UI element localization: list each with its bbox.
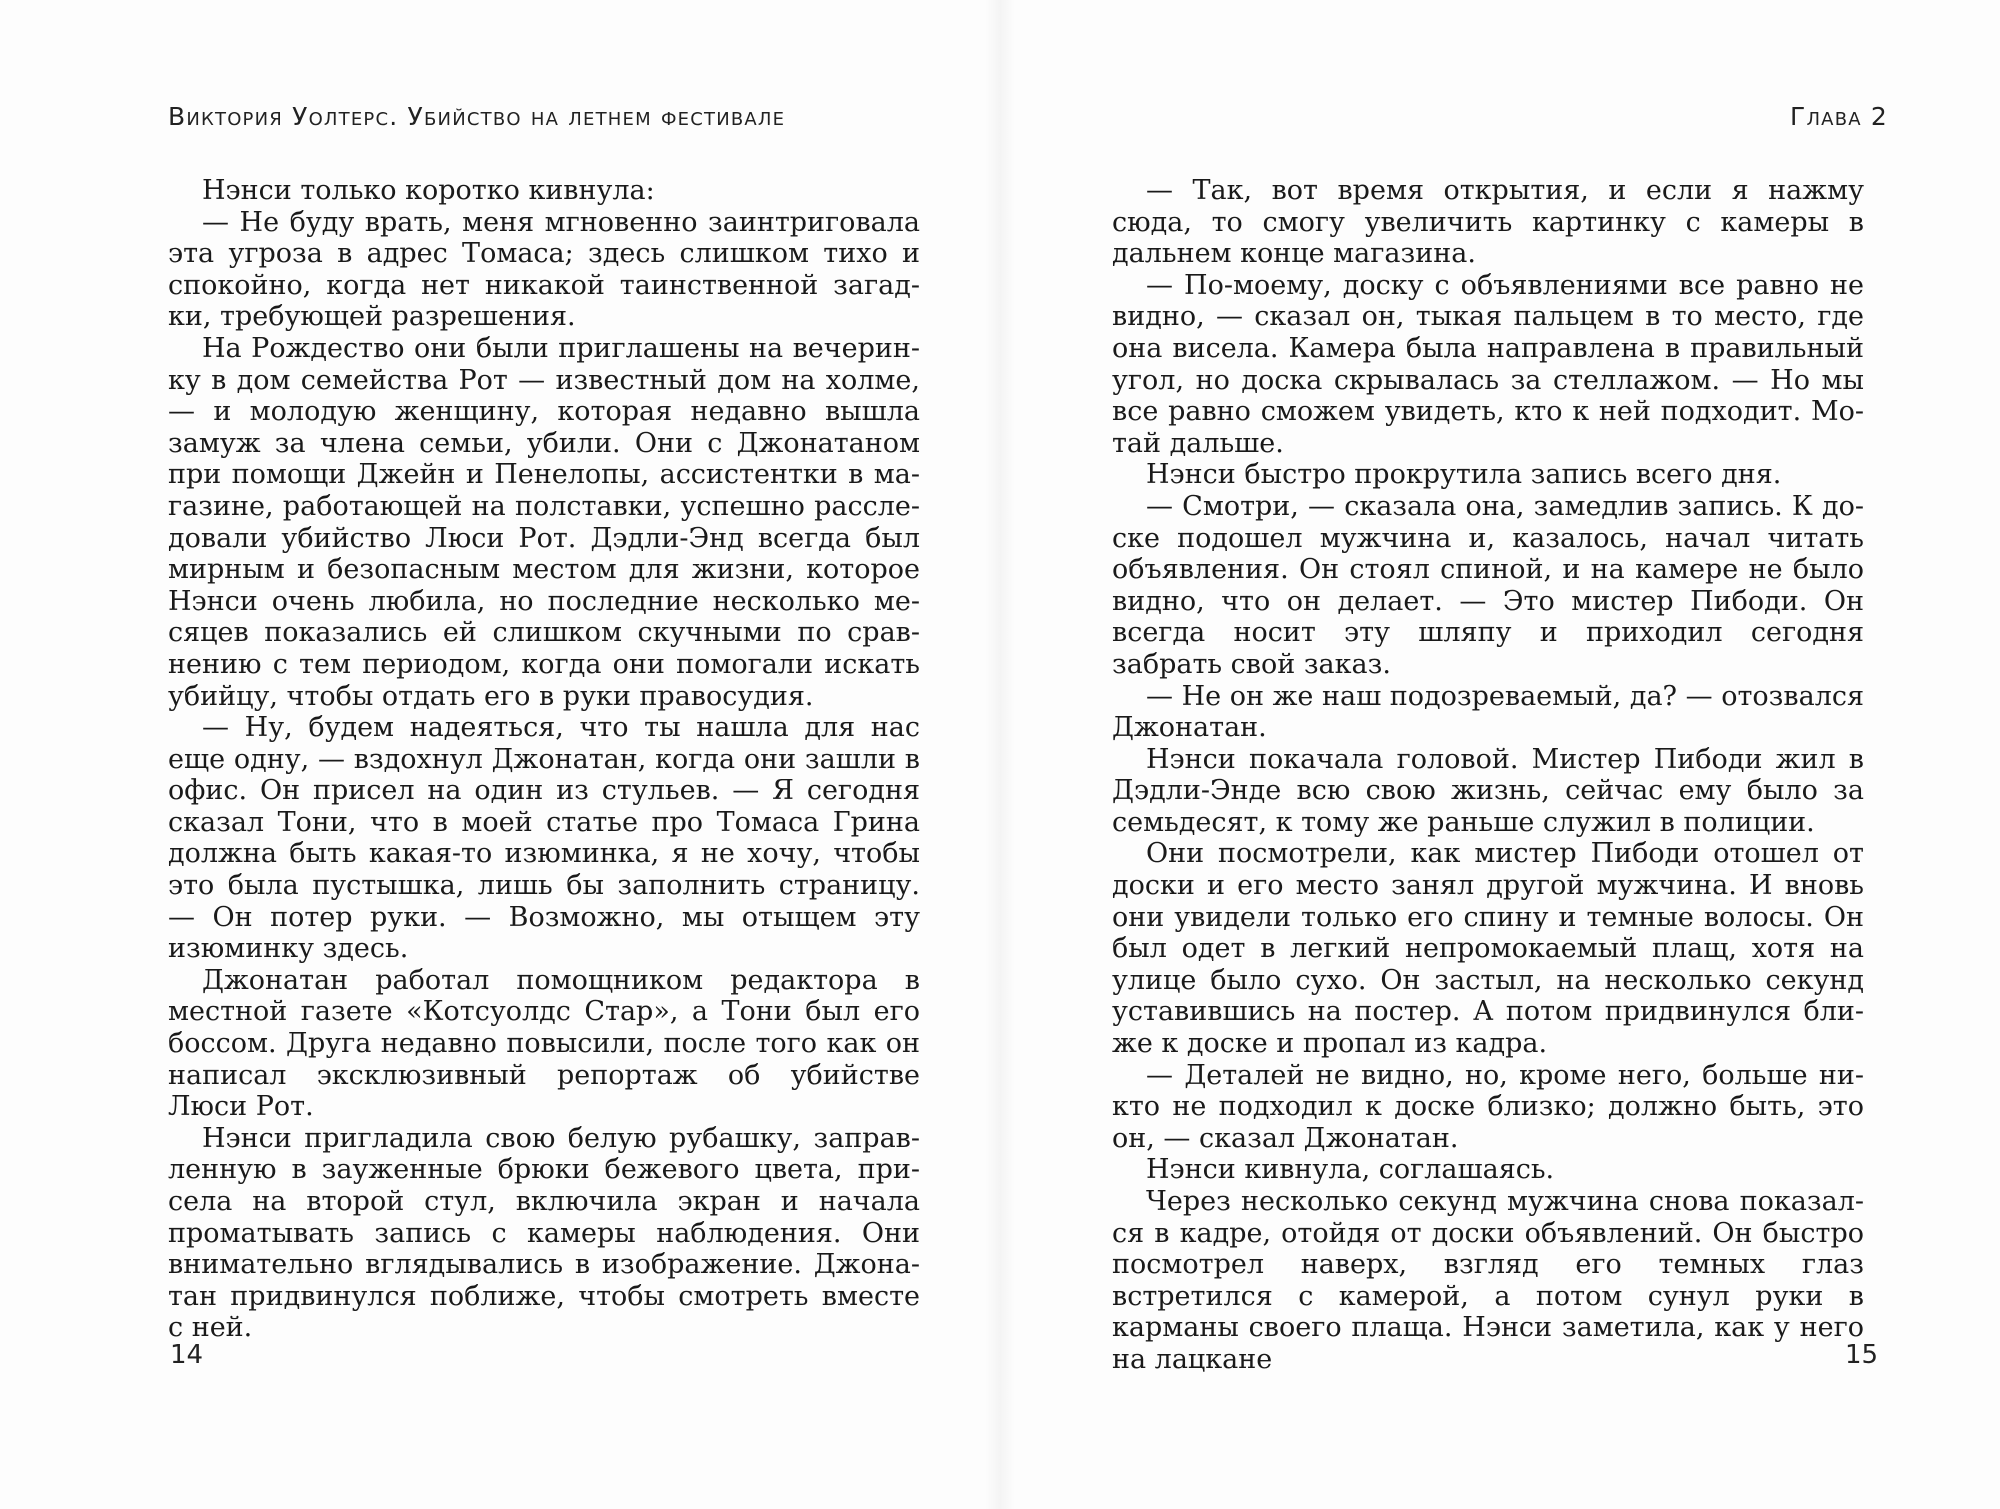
page-number-right: 15: [1845, 1340, 1879, 1370]
paragraph: Нэнси только коротко кивнула:: [202, 175, 655, 206]
running-head-left: Виктория Уолтерс. Убийство на летнем фестивале: [168, 102, 786, 131]
paragraph: — По-моему, доску с объявлениями все равно не видно, — сказал он, тыкая пальцем в то место, где она висела. Камера была направлена в правильный угол, но доска скрывалась за стеллажом. — Но мы все равно сможем увидеть, кто к ней подходит. Мотай дальше.: [1112, 269, 1864, 459]
paragraph: — Деталей не видно, но, кроме него, больше никто не подходил к доске близко; должно быть, это он, — сказал Джонатан.: [1112, 1059, 1864, 1154]
right-page-body: [1112, 175, 1864, 1376]
paragraph: — Не он же наш подозреваемый, да? — отозвался Джонатан.: [1112, 680, 1864, 744]
paragraph: На Рождество они были приглашены на вечеринку в дом семейства Рот — известный дом на холме, — и молодую женщину, которая недавно вышла замуж за члена семьи, убили. Они с Джонатаном при помощи Джейн и Пенелопы, ассистентки в магазине, работающей на полставки, успешно расследовали убийство Люси Рот. Дэдли-Энд всегда был мирным и безопасным местом для жизни, которое Нэнси очень любила, но последние несколько месяцев показались ей слишком скучными по сравнению с тем периодом, когда они помогали искать убийцу, чтобы отдать его в руки правосудия.: [168, 332, 920, 712]
paragraph: Через несколько секунд мужчина снова показался в кадре, отойдя от доски объявлений. Он быстро посмотрел наверх, взгляд его темных глаз встретился с камерой, а потом сунул руки в карманы своего плаща. Нэнси заметила, как у него на лацкане: [1112, 1186, 1864, 1375]
paragraph: Они посмотрели, как мистер Пибоди отошел от доски и его место занял другой мужчина. И вновь они увидели только его спину и темные волосы. Он был одет в легкий непромокаемый плащ, хотя на улице было сухо. Он застыл, на несколько секунд уставившись на постер. А потом придвинулся ближе к доске и пропал из кадра.: [1112, 838, 1864, 1060]
running-head-right: Глава 2: [1790, 102, 1889, 131]
paragraph: Нэнси кивнула, соглашаясь.: [1146, 1154, 1555, 1186]
paragraph: — Не буду врать, меня мгновенно заинтриговала эта угроза в адрес Томаса; здесь слишком тихо и спокойно, когда нет никакой таинственной загадки, требующей разрешения.: [168, 206, 920, 333]
left-page-body: [168, 175, 920, 1344]
paragraph: — Так, вот время открытия, и если я нажму сюда, то смогу увеличить картинку с камеры в дальнем конце магазина.: [1112, 175, 1864, 270]
paragraph: Нэнси покачала головой. Мистер Пибоди жил в Дэдли-Энде всю свою жизнь, сейчас ему было за семьдесят, к тому же раньше служил в полиции.: [1112, 743, 1864, 838]
page-number-left: 14: [170, 1340, 204, 1370]
paragraph: Джонатан работал помощником редактора в местной газете «Котсуолдс Стар», а Тони был его боссом. Друга недавно повысили, после того как он написал эксклюзивный репортаж об убийстве Люси Рот.: [168, 964, 920, 1123]
paragraph: Нэнси пригладила свою белую рубашку, заправленную в зауженные брюки бежевого цвета, присела на второй стул, включила экран и начала проматывать запись с камеры наблюдения. Они внимательно вглядывались в изображение. Джонатан придвинулся поближе, чтобы смотреть вместе с ней.: [168, 1122, 920, 1344]
paragraph: — Смотри, — сказала она, замедлив запись. К доске подошел мужчина и, казалось, начал читать объявления. Он стоял спиной, и на камере не было видно, что он делает. — Это мистер Пибоди. Он всегда носит эту шляпу и приходил сегодня забрать свой заказ.: [1112, 490, 1864, 680]
gutter-shadow: [985, 0, 1015, 1509]
paragraph: — Ну, будем надеяться, что ты нашла для нас еще одну, — вздохнул Джонатан, когда они зашли в офис. Он присел на один из стульев. — Я сегодня сказал Тони, что в моей статье про Томаса Грина должна быть какая-то изюминка, я не хочу, чтобы это была пустышка, лишь бы заполнить страницу. — Он потер руки. — Возможно, мы отыщем эту изюминку здесь.: [168, 712, 920, 965]
paragraph: Нэнси быстро прокрутила запись всего дня.: [1146, 459, 1782, 491]
